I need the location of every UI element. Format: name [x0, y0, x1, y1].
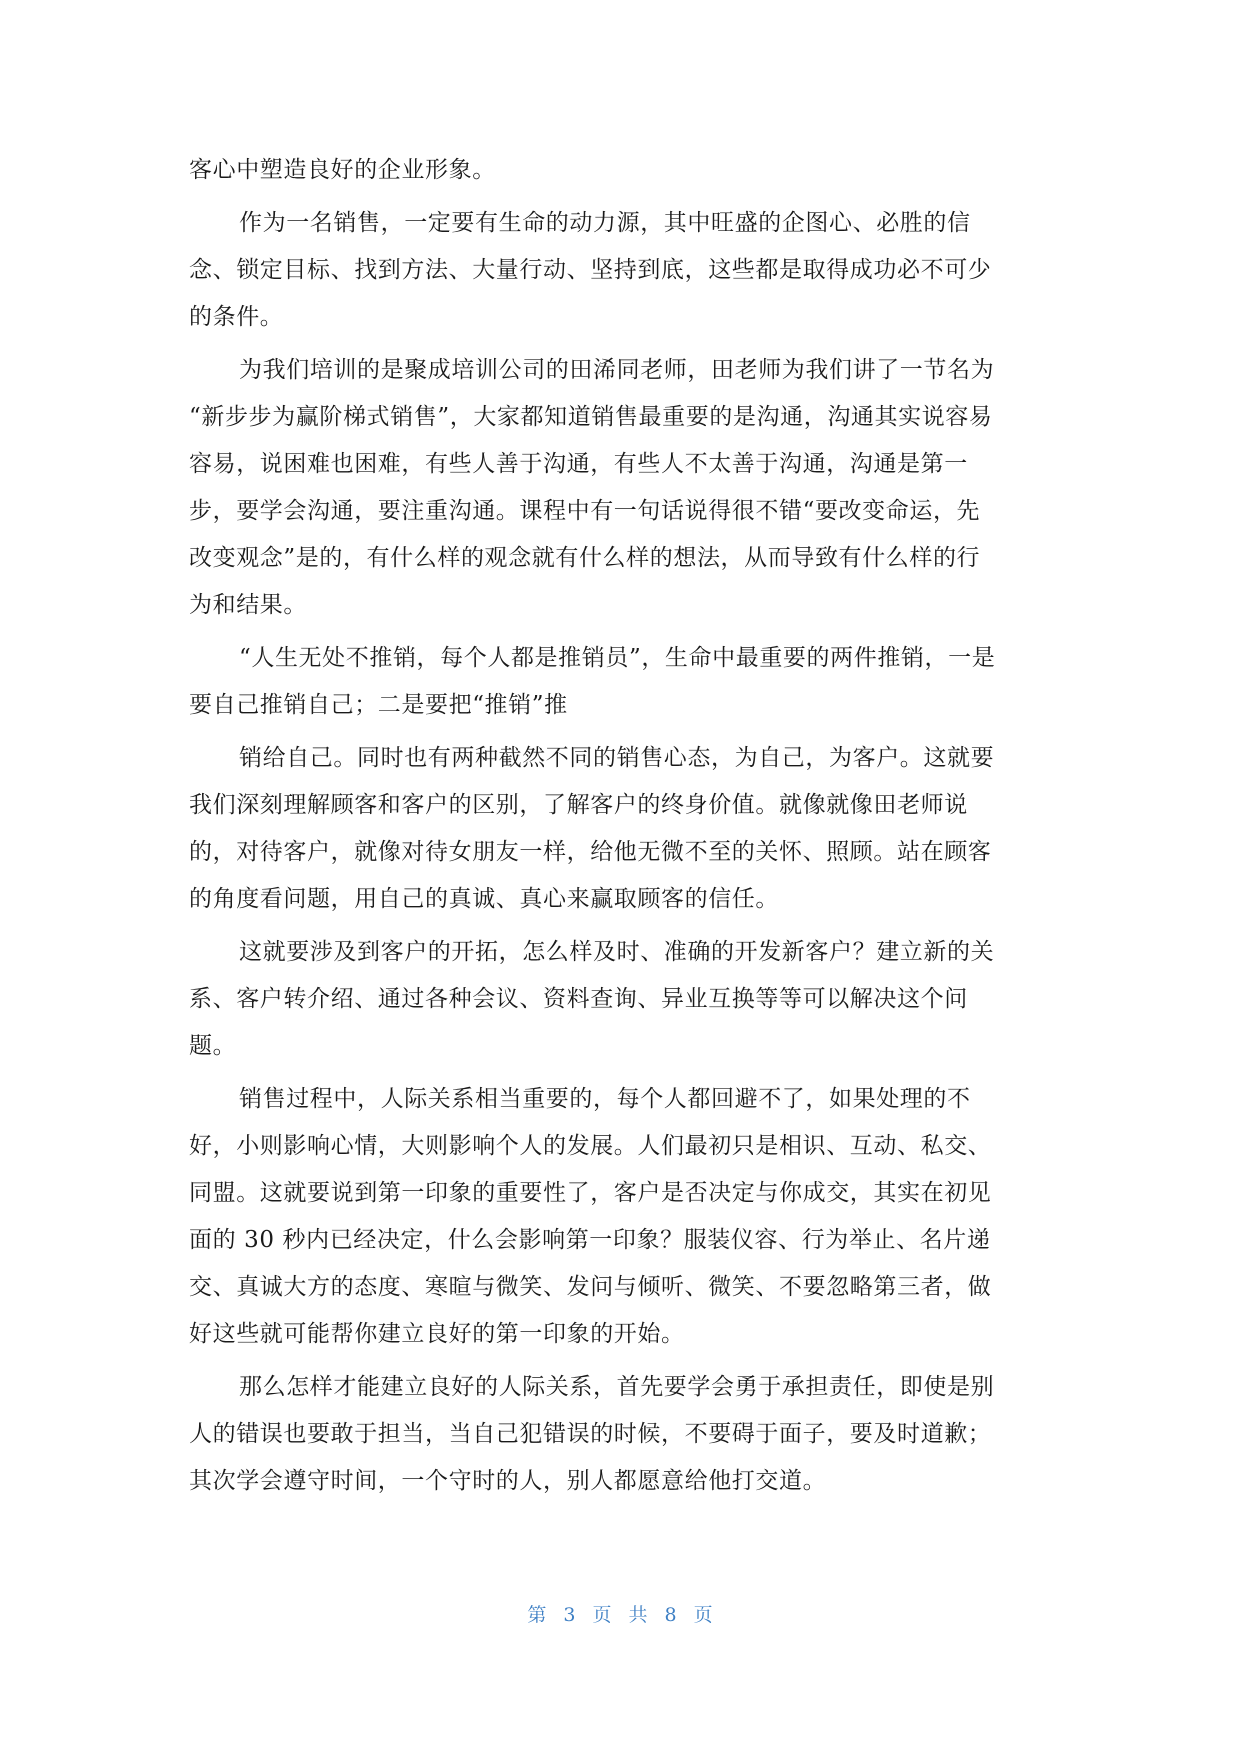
- text-line: 要自己推销自己；二是要把“推销”推: [189, 692, 568, 718]
- text-line: 销给自己。同时也有两种截然不同的销售心态，为自己，为客户。这就要: [239, 745, 995, 771]
- footer-word: 共: [628, 1604, 649, 1626]
- current-page-number: 3: [563, 1604, 577, 1626]
- footer-word: 页: [693, 1604, 714, 1626]
- text-line: 题。: [189, 1033, 237, 1059]
- text-line: 同盟。这就要说到第一印象的重要性了，客户是否决定与你成交，其实在初见: [189, 1180, 992, 1206]
- text-line: 那么怎样才能建立良好的人际关系，首先要学会勇于承担责任，即使是别: [239, 1374, 995, 1400]
- text-line: 好这些就可能帮你建立良好的第一印象的开始。: [189, 1321, 685, 1347]
- text-line: 为我们培训的是聚成培训公司的田浠同老师，田老师为我们讲了一节名为: [239, 357, 995, 383]
- footer-word: 第: [527, 1604, 548, 1626]
- text-line: “新步步为赢阶梯式销售”，大家都知道销售最重要的是沟通，沟通其实说容易: [189, 404, 993, 430]
- total-page-count: 8: [664, 1604, 678, 1626]
- text-line: 系、客户转介绍、通过各种会议、资料查询、异业互换等等可以解决这个问: [189, 986, 968, 1012]
- text-line: 其次学会遵守时间，一个守时的人，别人都愿意给他打交道。: [189, 1468, 827, 1494]
- text-line: 作为一名销售，一定要有生命的动力源，其中旺盛的企图心、必胜的信: [239, 210, 971, 236]
- page-number-footer: [0, 1600, 1241, 1627]
- text-line: 为和结果。: [189, 592, 307, 618]
- text-line: 我们深刻理解顾客和客户的区别，了解客户的终身价值。就像就像田老师说: [189, 792, 968, 818]
- text-line: 好，小则影响心情，大则影响个人的发展。人们最初只是相识、互动、私交、: [189, 1133, 992, 1159]
- text-line: 交、真诚大方的态度、寒暄与微笑、发问与倾听、微笑、不要忽略第三者，做: [189, 1274, 992, 1300]
- text-line: 步，要学会沟通，要注重沟通。课程中有一句话说得很不错“要改变命运，先: [189, 498, 981, 524]
- text-line: 的角度看问题，用自己的真诚、真心来赢取顾客的信任。: [189, 886, 779, 912]
- text-line: 销售过程中，人际关系相当重要的，每个人都回避不了，如果处理的不: [239, 1086, 971, 1112]
- text-line: 的条件。: [189, 304, 284, 330]
- text-line: 改变观念”是的，有什么样的观念就有什么样的想法，从而导致有什么样的行: [189, 545, 981, 571]
- text-line: 念、锁定目标、找到方法、大量行动、坚持到底，这些都是取得成功必不可少: [189, 257, 992, 283]
- text-line: “人生无处不推销，每个人都是推销员”，生命中最重要的两件推销，一是: [239, 645, 996, 671]
- footer-word: 页: [592, 1604, 613, 1626]
- text-line: 容易，说困难也困难，有些人善于沟通，有些人不太善于沟通，沟通是第一: [189, 451, 968, 477]
- text-line: 面的 30 秒内已经决定，什么会影响第一印象？服装仪容、行为举止、名片递: [189, 1227, 991, 1253]
- text-line: 客心中塑造良好的企业形象。: [189, 157, 496, 183]
- text-line: 这就要涉及到客户的开拓，怎么样及时、准确的开发新客户？建立新的关: [239, 939, 995, 965]
- text-line: 的，对待客户，就像对待女朋友一样，给他无微不至的关怀、照顾。站在顾客: [189, 839, 992, 865]
- text-line: 人的错误也要敢于担当，当自己犯错误的时候，不要碍于面子，要及时道歉；: [189, 1421, 992, 1447]
